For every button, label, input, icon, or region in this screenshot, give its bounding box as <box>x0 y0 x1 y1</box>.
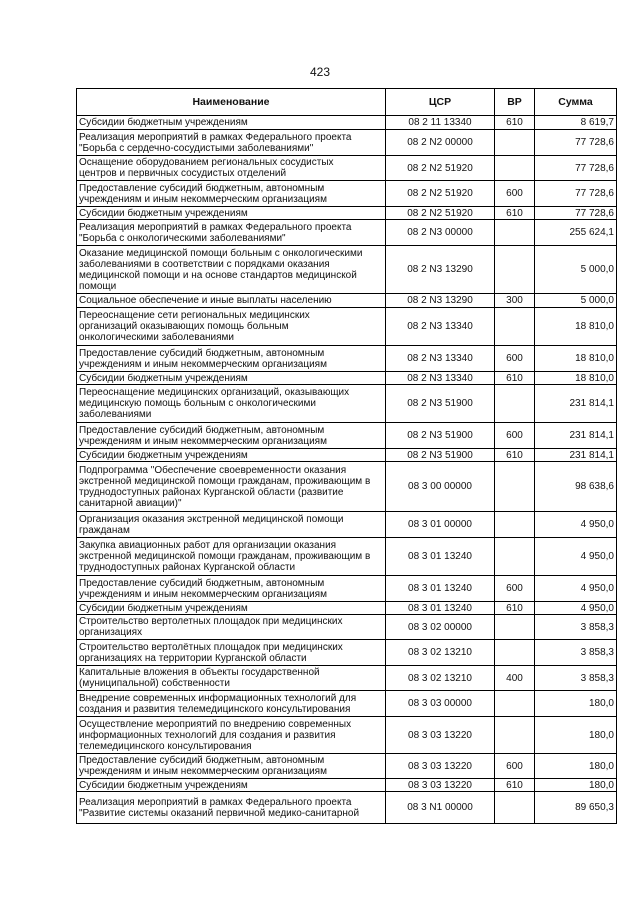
cell-csr: 08 3 03 13220 <box>386 754 495 779</box>
header-vr: ВР <box>495 89 535 116</box>
cell-vr: 610 <box>495 116 535 130</box>
cell-sum: 5 000,0 <box>535 246 617 294</box>
cell-name: Субсидии бюджетным учреждениям <box>77 602 386 615</box>
cell-name: Организация оказания экстренной медицинской помощи гражданам <box>77 512 386 538</box>
cell-vr <box>495 385 535 423</box>
table-row <box>77 779 617 792</box>
cell-sum: 8 619,7 <box>535 116 617 130</box>
cell-csr: 08 3 02 00000 <box>386 615 495 640</box>
cell-name: Внедрение современных информационных технологий для создания и развития телемедицинского консультирования <box>77 691 386 717</box>
cell-vr: 600 <box>495 181 535 207</box>
cell-vr: 300 <box>495 294 535 308</box>
cell-sum: 3 858,3 <box>535 615 617 640</box>
cell-vr: 610 <box>495 779 535 792</box>
cell-sum: 231 814,1 <box>535 423 617 449</box>
cell-sum: 18 810,0 <box>535 308 617 346</box>
cell-name: Социальное обеспечение и иные выплаты населению <box>77 294 386 308</box>
cell-vr <box>495 156 535 181</box>
table-row <box>77 308 617 346</box>
cell-csr: 08 2 N3 51900 <box>386 449 495 462</box>
cell-sum: 18 810,0 <box>535 346 617 372</box>
table-row <box>77 181 617 207</box>
cell-name: Строительство вертолетных площадок при медицинских организациях <box>77 615 386 640</box>
cell-vr <box>495 220 535 246</box>
table-row <box>77 156 617 181</box>
cell-name: Осуществление мероприятий по внедрению современных информационных технологий для создания и развития телемедицинского консультирования <box>77 717 386 754</box>
cell-csr: 08 2 N2 51920 <box>386 156 495 181</box>
cell-csr: 08 3 01 13240 <box>386 576 495 602</box>
cell-name: Строительство вертолётных площадок при медицинских организациях на территории Курганской области <box>77 640 386 666</box>
cell-name: Предоставление субсидий бюджетным, автономным учреждениям и иным некоммерческим организациям <box>77 423 386 449</box>
cell-name: Предоставление субсидий бюджетным, автономным учреждениям и иным некоммерческим организациям <box>77 754 386 779</box>
cell-sum: 77 728,6 <box>535 156 617 181</box>
cell-vr: 600 <box>495 423 535 449</box>
cell-csr: 08 3 00 00000 <box>386 462 495 512</box>
cell-csr: 08 2 11 13340 <box>386 116 495 130</box>
cell-csr: 08 3 03 13220 <box>386 779 495 792</box>
cell-csr: 08 3 01 13240 <box>386 602 495 615</box>
cell-name: Предоставление субсидий бюджетным, автономным учреждениям и иным некоммерческим организациям <box>77 346 386 372</box>
cell-csr: 08 3 N1 00000 <box>386 792 495 824</box>
table-row <box>77 615 617 640</box>
cell-name: Оснащение оборудованием региональных сосудистых центров и первичных сосудистых отделений <box>77 156 386 181</box>
cell-name: Капитальные вложения в объекты государственной (муниципальной) собственности <box>77 666 386 691</box>
cell-sum: 3 858,3 <box>535 640 617 666</box>
cell-sum: 180,0 <box>535 779 617 792</box>
cell-vr <box>495 615 535 640</box>
cell-vr <box>495 462 535 512</box>
table-row <box>77 691 617 717</box>
cell-vr <box>495 691 535 717</box>
cell-csr: 08 2 N3 13340 <box>386 308 495 346</box>
cell-csr: 08 2 N3 13290 <box>386 246 495 294</box>
cell-name: Оказание медицинской помощи больным с онкологическими заболеваниями в соответствии с порядками оказания медицинской помощи и на основе стандартов медицинской помощи <box>77 246 386 294</box>
cell-name: Субсидии бюджетным учреждениям <box>77 207 386 220</box>
table-row <box>77 449 617 462</box>
table-row <box>77 130 617 156</box>
cell-vr: 610 <box>495 449 535 462</box>
table-row <box>77 754 617 779</box>
cell-vr <box>495 792 535 824</box>
table-row <box>77 640 617 666</box>
cell-csr: 08 3 01 00000 <box>386 512 495 538</box>
cell-name: Субсидии бюджетным учреждениям <box>77 779 386 792</box>
cell-name: Субсидии бюджетным учреждениям <box>77 116 386 130</box>
header-sum: Сумма <box>535 89 617 116</box>
cell-vr: 610 <box>495 602 535 615</box>
cell-vr <box>495 640 535 666</box>
table-row <box>77 462 617 512</box>
cell-csr: 08 3 02 13210 <box>386 666 495 691</box>
table-row <box>77 372 617 385</box>
cell-sum: 3 858,3 <box>535 666 617 691</box>
cell-sum: 77 728,6 <box>535 181 617 207</box>
table-row <box>77 792 617 824</box>
cell-vr <box>495 717 535 754</box>
cell-csr: 08 2 N3 51900 <box>386 423 495 449</box>
cell-sum: 4 950,0 <box>535 602 617 615</box>
page-number: 423 <box>309 65 331 79</box>
cell-name: Подпрограмма "Обеспечение своевременности оказания экстренной медицинской помощи гражданам, проживающим в труднодоступных районах Курганской области (развитие санитарной авиации)" <box>77 462 386 512</box>
cell-sum: 77 728,6 <box>535 207 617 220</box>
table-row <box>77 512 617 538</box>
cell-name: Переоснащение медицинских организаций, оказывающих медицинскую помощь больным с онкологическими заболеваниями <box>77 385 386 423</box>
cell-csr: 08 3 03 13220 <box>386 717 495 754</box>
cell-name: Субсидии бюджетным учреждениям <box>77 449 386 462</box>
budget-table <box>76 88 617 824</box>
table-row <box>77 602 617 615</box>
table-row <box>77 666 617 691</box>
cell-name: Реализация мероприятий в рамках Федерального проекта "Борьба с сердечно-сосудистыми заболеваниями" <box>77 130 386 156</box>
cell-csr: 08 2 N3 13340 <box>386 346 495 372</box>
cell-sum: 5 000,0 <box>535 294 617 308</box>
cell-csr: 08 3 03 00000 <box>386 691 495 717</box>
cell-csr: 08 3 02 13210 <box>386 640 495 666</box>
cell-name: Субсидии бюджетным учреждениям <box>77 372 386 385</box>
cell-sum: 98 638,6 <box>535 462 617 512</box>
table-header-row <box>77 89 617 116</box>
cell-sum: 18 810,0 <box>535 372 617 385</box>
header-name: Наименование <box>77 89 386 116</box>
cell-name: Переоснащение сети региональных медицинских организаций оказывающих помощь больным онкологическими заболеваниями <box>77 308 386 346</box>
cell-vr: 610 <box>495 372 535 385</box>
cell-csr: 08 2 N3 13340 <box>386 372 495 385</box>
cell-csr: 08 2 N2 00000 <box>386 130 495 156</box>
cell-vr: 400 <box>495 666 535 691</box>
table-row <box>77 116 617 130</box>
cell-sum: 231 814,1 <box>535 449 617 462</box>
cell-csr: 08 2 N3 00000 <box>386 220 495 246</box>
cell-sum: 231 814,1 <box>535 385 617 423</box>
cell-csr: 08 2 N2 51920 <box>386 181 495 207</box>
cell-vr: 600 <box>495 754 535 779</box>
cell-sum: 180,0 <box>535 717 617 754</box>
cell-sum: 89 650,3 <box>535 792 617 824</box>
header-csr: ЦСР <box>386 89 495 116</box>
cell-name: Закупка авиационных работ для организации оказания экстренной медицинской помощи гражданам, проживающим в труднодоступных районах Курганской области <box>77 538 386 576</box>
table-row <box>77 346 617 372</box>
cell-vr: 610 <box>495 207 535 220</box>
table-row <box>77 207 617 220</box>
cell-sum: 77 728,6 <box>535 130 617 156</box>
cell-vr: 600 <box>495 346 535 372</box>
table-row <box>77 423 617 449</box>
table-row <box>77 246 617 294</box>
cell-vr <box>495 246 535 294</box>
table-row <box>77 220 617 246</box>
cell-sum: 4 950,0 <box>535 512 617 538</box>
cell-vr: 600 <box>495 576 535 602</box>
cell-sum: 180,0 <box>535 691 617 717</box>
table-row <box>77 717 617 754</box>
cell-sum: 4 950,0 <box>535 538 617 576</box>
cell-csr: 08 3 01 13240 <box>386 538 495 576</box>
cell-sum: 180,0 <box>535 754 617 779</box>
cell-csr: 08 2 N2 51920 <box>386 207 495 220</box>
cell-vr <box>495 512 535 538</box>
cell-name: Реализация мероприятий в рамках Федерального проекта "Развитие системы оказаний первичной медико-санитарной <box>77 792 386 824</box>
cell-sum: 4 950,0 <box>535 576 617 602</box>
table-row <box>77 538 617 576</box>
table-row <box>77 294 617 308</box>
cell-name: Реализация мероприятий в рамках Федерального проекта "Борьба с онкологическими заболеваниями" <box>77 220 386 246</box>
cell-vr <box>495 538 535 576</box>
cell-vr <box>495 308 535 346</box>
table-row <box>77 385 617 423</box>
table-row <box>77 576 617 602</box>
cell-csr: 08 2 N3 13290 <box>386 294 495 308</box>
cell-vr <box>495 130 535 156</box>
cell-name: Предоставление субсидий бюджетным, автономным учреждениям и иным некоммерческим организациям <box>77 576 386 602</box>
cell-csr: 08 2 N3 51900 <box>386 385 495 423</box>
cell-name: Предоставление субсидий бюджетным, автономным учреждениям и иным некоммерческим организациям <box>77 181 386 207</box>
cell-sum: 255 624,1 <box>535 220 617 246</box>
